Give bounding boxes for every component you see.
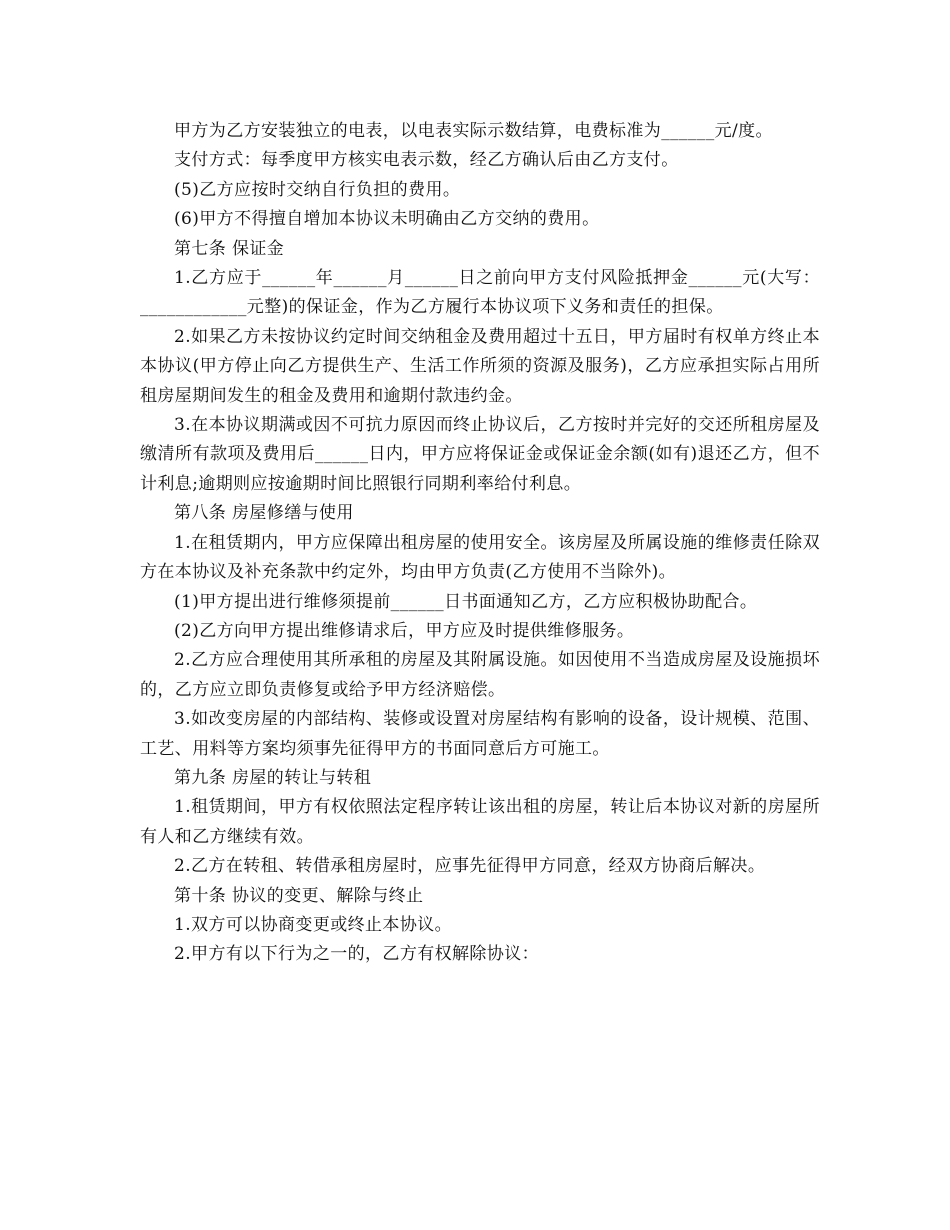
paragraph-article-8-subitem-2: (2)乙方向甲方提出维修请求后，甲方应及时提供维修服务。 <box>174 620 635 641</box>
paragraph-article-9-item-2: 2.乙方在转租、转借承租房屋时，应事先征得甲方同意，经双方协商后解决。 <box>174 856 766 877</box>
paragraph-article-8-item-2: 2.乙方应合理使用其所承租的房屋及其附属设施。如因使用不当造成房屋及设施损坏的，乙方应立即负责修复或给予甲方经济赔偿。 <box>140 650 820 700</box>
paragraph-clause-5: (5)乙方应按时交纳自行负担的费用。 <box>174 179 461 200</box>
section-heading-article-7: 第七条 保证金 <box>174 238 285 259</box>
paragraph-electricity-meter: 甲方为乙方安装独立的电表，以电表实际示数结算，电费标准为______元/度。 <box>174 121 773 141</box>
paragraph-article-8-item-3: 3.如改变房屋的内部结构、装修或设置对房屋结构有影响的设备，设计规模、范围、工艺、用料等方案均须事先征得甲方的书面同意后方可施工。 <box>140 709 820 759</box>
paragraph-article-8-item-1: 1.在租赁期内，甲方应保障出租房屋的使用安全。该房屋及所属设施的维修责任除双方在本协议及补充条款中约定外，均由甲方负责(乙方使用不当除外)。 <box>140 532 820 583</box>
paragraph-clause-6: (6)甲方不得擅自增加本协议未明确由乙方交纳的费用。 <box>174 209 600 230</box>
section-heading-article-10: 第十条 协议的变更、解除与终止 <box>174 885 424 906</box>
paragraph-article-7-item-1: 1.乙方应于______年______月______日之前向甲方支付风险抵押金______元(大写：____________元整)的保证金，作为乙方履行本协议项下义务和责任的担保。 <box>140 268 820 318</box>
paragraph-article-10-item-1: 1.双方可以协商变更或终止本协议。 <box>174 914 453 935</box>
section-heading-article-9: 第九条 房屋的转让与转租 <box>174 767 372 788</box>
paragraph-article-10-item-2: 2.甲方有以下行为之一的，乙方有权解除协议： <box>174 944 540 965</box>
document-body <box>140 117 820 970</box>
paragraph-article-9-item-1: 1.租赁期间，甲方有权依照法定程序转让该出租的房屋，转让后本协议对新的房屋所有人和乙方继续有效。 <box>140 797 820 847</box>
paragraph-article-7-item-3: 3.在本协议期满或因不可抗力原因而终止协议后，乙方按时并完好的交还所租房屋及缴清所有款项及费用后______日内，甲方应将保证金或保证金余额(如有)退还乙方，但不计利息;逾期则应按逾期时间比照银行同期利率给付利息。 <box>140 415 820 494</box>
section-heading-article-8: 第八条 房屋修缮与使用 <box>174 503 354 524</box>
paragraph-article-8-subitem-1: (1)甲方提出进行维修须提前______日书面通知乙方，乙方应积极协助配合。 <box>174 591 758 612</box>
paragraph-article-7-item-2: 2.如果乙方未按协议约定时间交纳租金及费用超过十五日，甲方届时有权单方终止本本协议(甲方停止向乙方提供生产、生活工作所须的资源及服务)，乙方应承担实际占用所租房屋期间发生的租金及费用和逾期付款违约金。 <box>140 326 820 406</box>
paragraph-payment-method: 支付方式：每季度甲方核实电表示数，经乙方确认后由乙方支付。 <box>174 150 679 171</box>
